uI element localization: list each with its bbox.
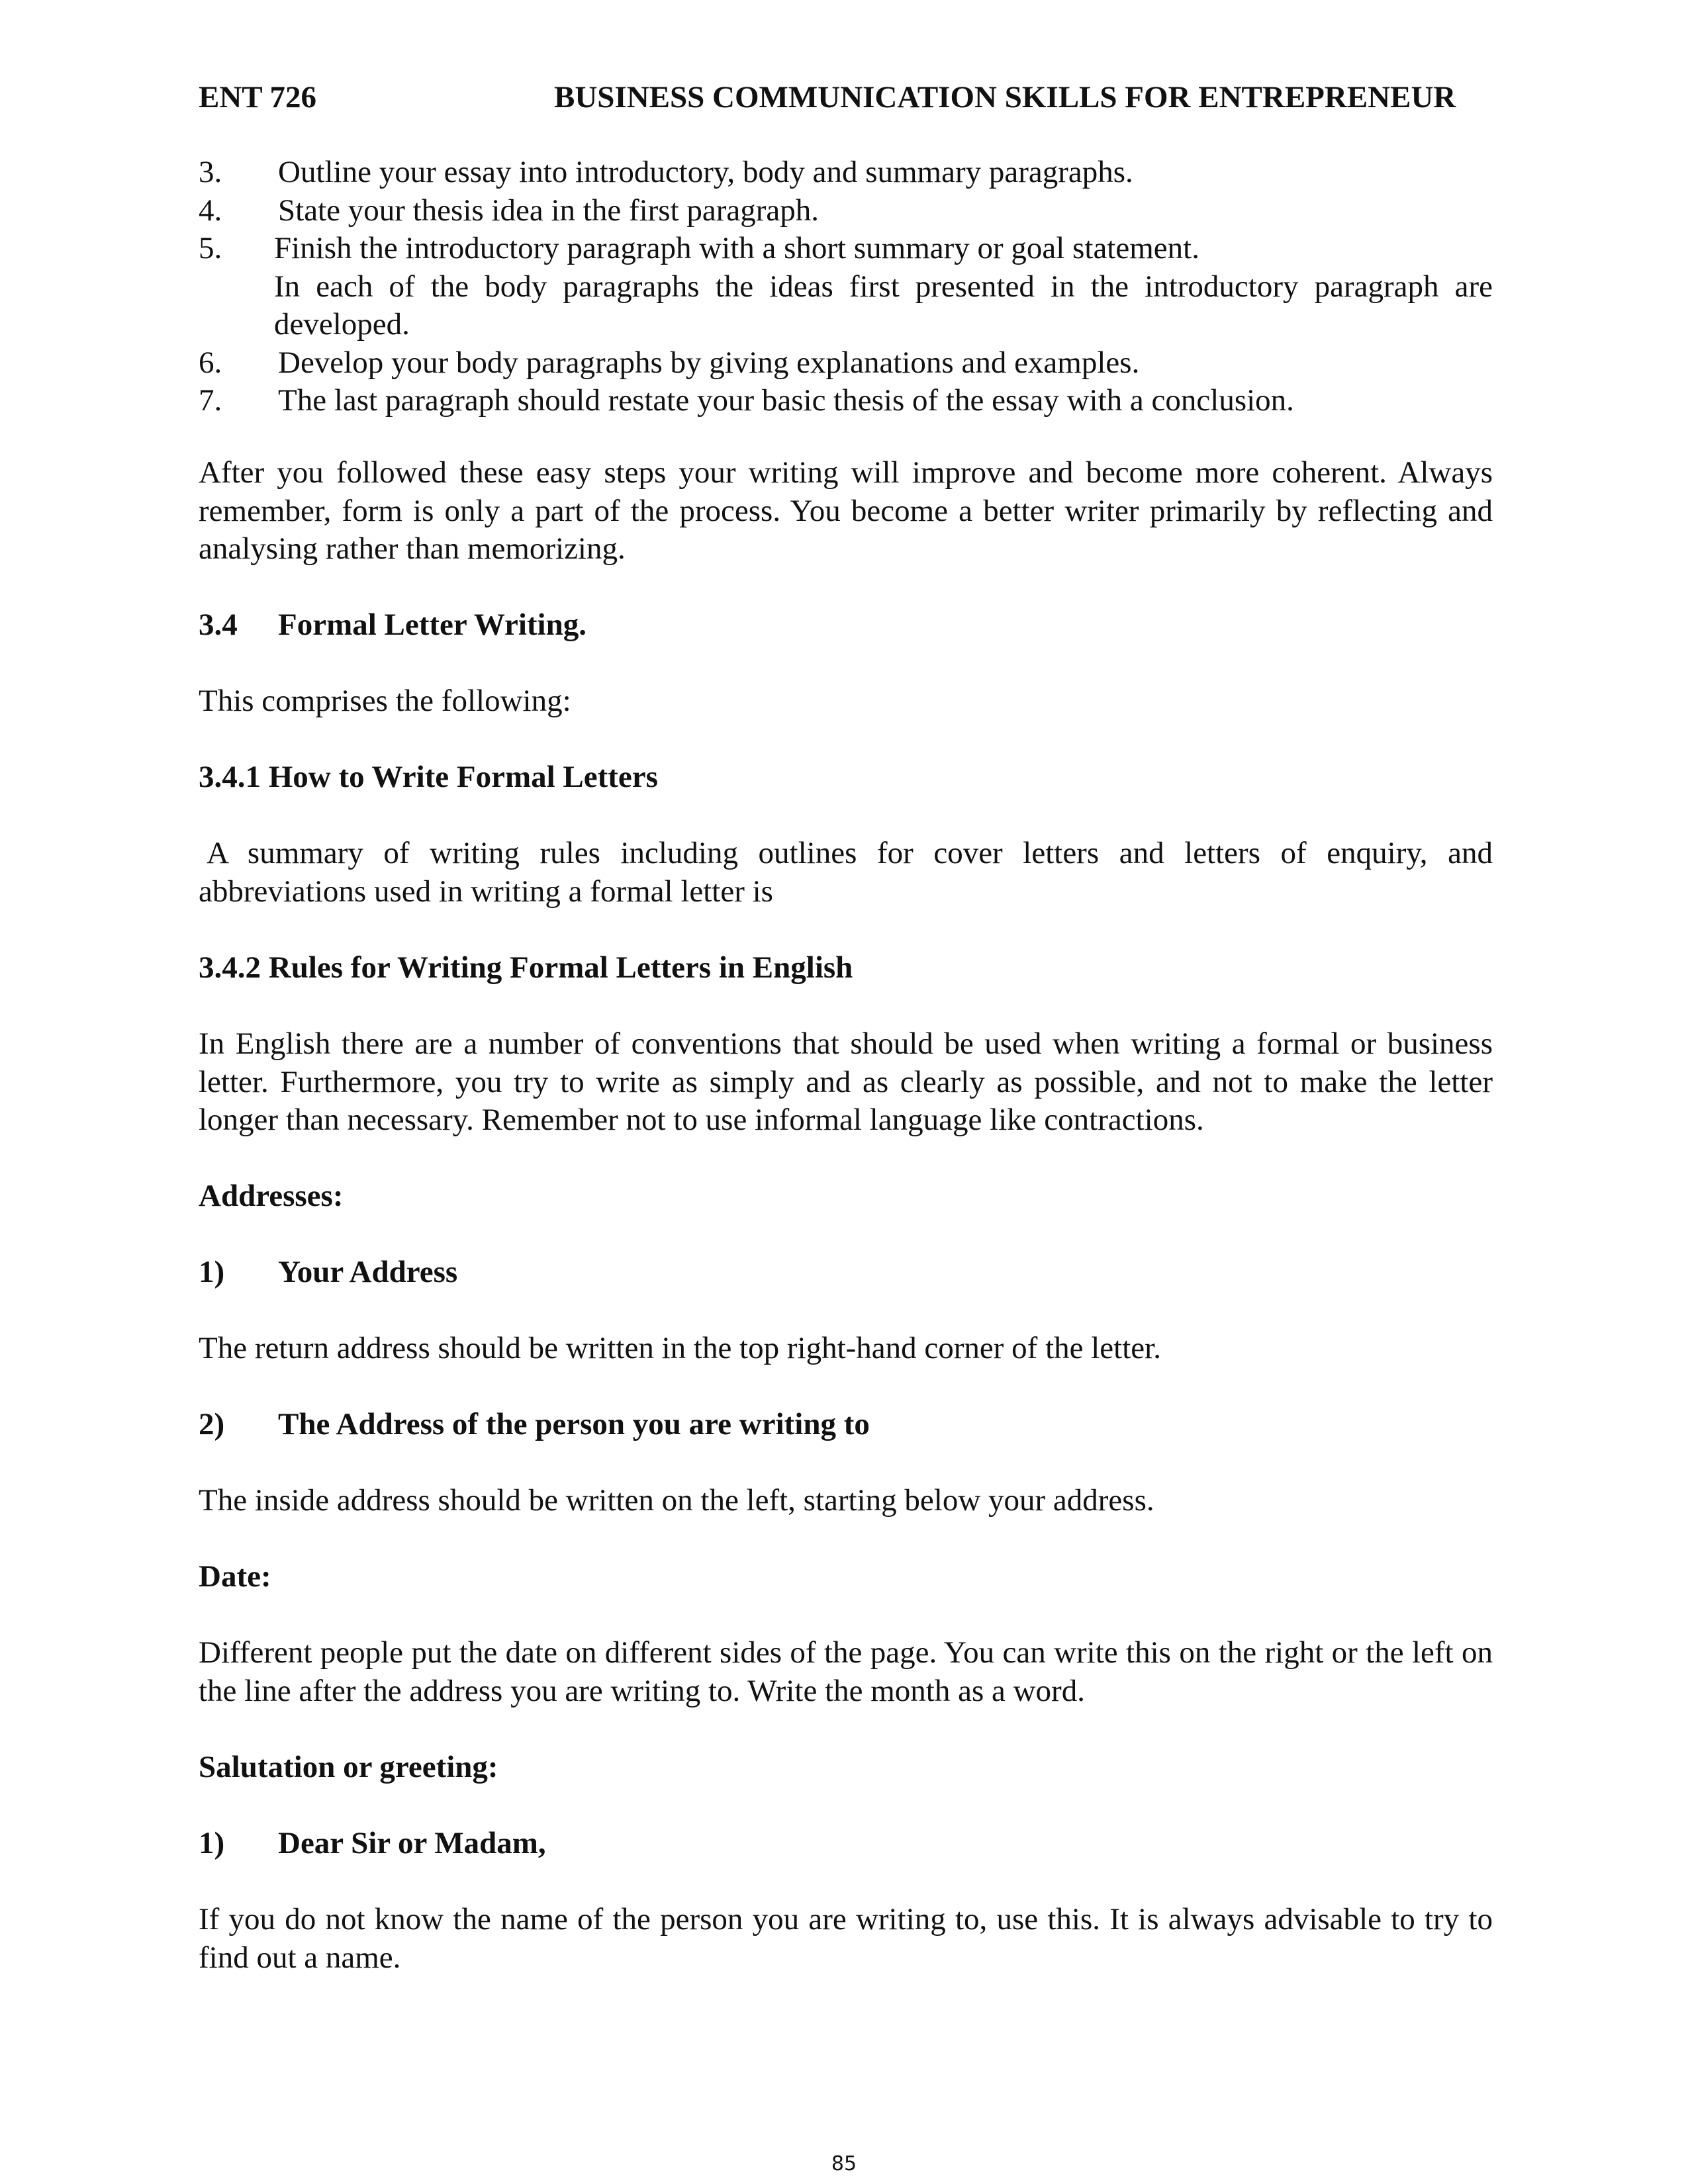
course-title: BUSINESS COMMUNICATION SKILLS FOR ENTREPRENEUR (554, 80, 1456, 114)
page-number: 85 (831, 2152, 857, 2175)
item-title: The Address of the person you are writing to (278, 1407, 870, 1441)
recipient-address-heading (199, 1406, 1493, 1444)
item-title: Your Address (278, 1255, 458, 1289)
item-number: 2) (199, 1407, 225, 1441)
course-code: ENT 726 (199, 80, 317, 114)
dear-sir-heading (199, 1825, 1493, 1863)
list-item-text: In each of the body paragraphs the ideas first presented in the introductory paragraph are developed. (274, 269, 1493, 341)
list-item-number: 5. (199, 231, 222, 265)
section-heading-3-4-1: 3.4.1 How to Write Formal Letters (199, 760, 658, 794)
item-number: 1) (199, 1826, 225, 1860)
addresses-heading: Addresses: (199, 1179, 344, 1213)
list-item-text: Outline your essay into introductory, body and summary paragraphs. (278, 155, 1133, 189)
paragraph-inside-address: The inside address should be written on the left, starting below your address. (199, 1483, 1154, 1518)
list-item (199, 154, 1493, 192)
list-item (199, 192, 1493, 230)
list-item (199, 344, 1493, 383)
list-item (199, 382, 1493, 420)
paragraph-date: Different people put the date on different sides of the page. You can write this on the right or the left on the line after the address you are writing to. Write the month as a word. (199, 1635, 1493, 1708)
paragraph-comprises: This comprises the following: (199, 684, 571, 718)
list-item-text: Develop your body paragraphs by giving explanations and examples. (278, 345, 1140, 380)
date-heading: Date: (199, 1559, 271, 1594)
section-heading-3-4-2: 3.4.2 Rules for Writing Formal Letters in English (199, 950, 853, 985)
paragraph-conventions: In English there are a number of conventions that should be used when writing a formal or business letter. Furthermore, you try to write as simply and as clearly as possible, and not to make the letter longer than necessary. Remember not to use informal language like contractions. (199, 1026, 1493, 1137)
list-item-number: 6. (199, 345, 222, 380)
item-title: Dear Sir or Madam, (278, 1826, 546, 1860)
paragraph-return-address: The return address should be written in the top right-hand corner of the letter. (199, 1331, 1161, 1365)
paragraph-summary: A summary of writing rules including outlines for cover letters and letters of enquiry, and abbreviations used in writing a formal letter is (199, 836, 1493, 909)
section-title: Formal Letter Writing. (278, 608, 586, 642)
list-item-text: Finish the introductory paragraph with a short summary or goal statement. (274, 231, 1199, 265)
section-heading-3-4 (199, 606, 1493, 645)
list-item-number: 4. (199, 193, 222, 228)
list-item (199, 230, 1493, 268)
list-item-number: 7. (199, 383, 222, 418)
paragraph-dear-sir: If you do not know the name of the person you are writing to, use this. It is always advisable to try to find out a name. (199, 1902, 1493, 1975)
list-item-text: The last paragraph should restate your basic thesis of the essay with a conclusion. (278, 383, 1294, 418)
list-item-continuation (199, 268, 1493, 344)
item-number: 1) (199, 1255, 225, 1289)
paragraph-after-steps: After you followed these easy steps your writing will improve and become more coherent. Always remember, form is only a part of the process. You become a better writer primarily by reflecting and analysing rather than memorizing. (199, 455, 1493, 566)
list-item-text: State your thesis idea in the first paragraph. (278, 193, 820, 228)
section-number: 3.4 (199, 608, 238, 642)
steps-list (199, 154, 1493, 420)
salutation-heading: Salutation or greeting: (199, 1750, 498, 1784)
list-item-number: 3. (199, 155, 222, 189)
your-address-heading (199, 1253, 1493, 1292)
